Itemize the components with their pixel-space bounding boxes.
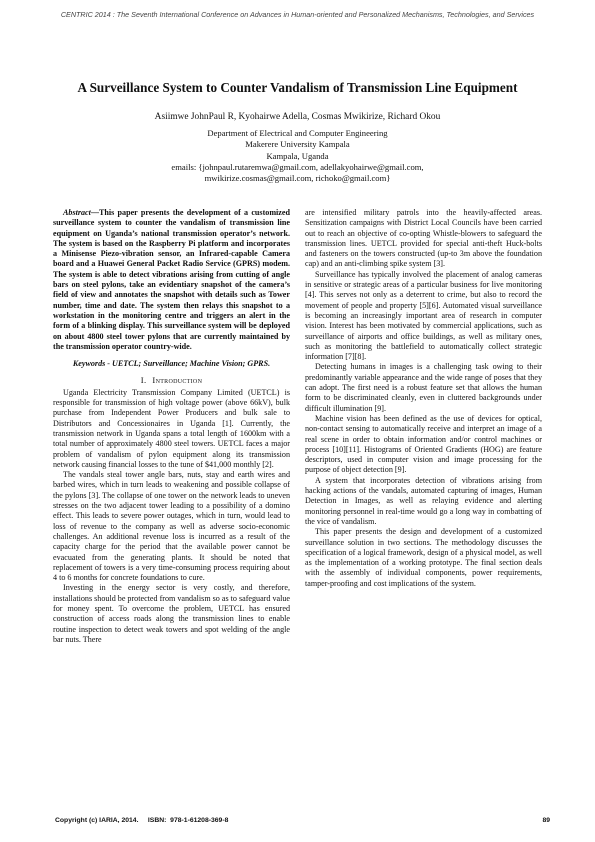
author-list: Asiimwe JohnPaul R, Kyohairwe Adella, Cosmas Mwikirize, Richard Okou: [154, 112, 441, 122]
section-number: I.: [140, 375, 147, 386]
footer-page-number: 89: [542, 817, 550, 824]
affiliation-block: [30, 128, 565, 184]
intro-paragraph-7: A system that incorporates detection of vibrations arising from hacking actions of the vandals, automated capturing of images, Human Detection in Images, as well as relaying evidence and alerting monitoring personnel in real-time would go a long way in combatting of the vice of vandalism.: [305, 475, 542, 526]
abstract-label: Abstract: [63, 208, 91, 217]
abstract-body: —This paper presents the development of a customized surveillance system to counter the vandalism of transmission line equipment on Uganda’s national transmission operator’s network. The system is based on the Raspberry Pi platform and incorporates a Minisense Piezo-vibration sensor, an Infrared-capable Camera board and a Huawei General Packet Radio Service (GPRS) modem. The system is able to detect vibrations arising from cutting of angle bars on steel pylons, take an evidentiary snapshot of the camera’s field of view and annotates the snapshot with details such as Tower number, time and date. The system then relays this snapshot to a workstation in the monitoring centre and triggers an alert in the form of a blinking display. This surveillance system will be deployed on about 4800 steel tower pylons that are currently maintained by the transmission operator country-wide.: [53, 208, 290, 351]
intro-paragraph-1: Uganda Electricity Transmission Company Limited (UETCL) is responsible for transmission of high voltage power (above 66kV), bulk purchase from Independent Power Producers and bulk sale to Distributors and Concessionaires in Uganda [1]. Currently, the transmission network in Uganda spans a total length of 1600km with a total number of approximately 4800 steel towers. UETCL faces a major problem of vandalism of pylon equipment along its transmission network causing financial losses to the tune of $41,000 monthly [2].: [53, 387, 290, 469]
keywords: Keywords - UETCL; Surveillance; Machine Vision; GPRS.: [72, 359, 271, 369]
section-title: Introduction: [152, 375, 203, 386]
affiliation-emails-line-2: mwikirize.cosmas@gmail.com, richoko@gmail.com}: [204, 173, 391, 184]
intro-paragraph-2: The vandals steal tower angle bars, nuts, stay and earth wires and barbed wires, which in turn leads to weakening and possible collapse of the pylons [3]. The collapse of one tower on the network leads to uneven stresses on the two adjacent tower leading to a possibility of a domino effect. This leads to severe power outages, which in turn, would lead to loss of revenue to the company as well as adverse socio-economic challenges. An additional revenue loss is incurred as a result of the capacity charge for the period that the available power cannot be evacuated from the generating plants. It should be noted that replacement of towers is a very time-consuming process requiring about 4 to 6 months for concrete foundations to cure.: [53, 470, 290, 583]
section-heading-introduction: [53, 375, 290, 385]
right-column: [305, 208, 542, 589]
footer-copyright: Copyright (c) IARIA, 2014. ISBN: 978-1-61208-369-8: [55, 817, 229, 824]
affiliation-emails-line-1: emails: {johnpaul.rutaremwa@gmail.com, adellakyohairwe@gmail.com,: [171, 161, 424, 172]
running-header: CENTRIC 2014 : The Seventh International Conference on Advances in Human-oriented and Personalized Mechanisms, Technologies, and Services: [60, 10, 535, 19]
intro-paragraph-3: Investing in the energy sector is very costly, and therefore, installations should be protected from vandalism so as to safeguard value for money spent. To overcome the problem, UETCL has ensured construction of access roads along the transmission lines to enable routine inspection to detect weak towers and spot welding of the angle bar nuts. There: [53, 583, 290, 644]
intro-paragraph-3-continued: are intensified military patrols into the heavily-affected areas. Sensitization campaigns with District Local Councils have been carried out to reach an objective of co-opting Whistle-blowers to safeguard the transmission lines. UETCL provided for special anti-theft Huck-bolts and fasteners on the towers constructed (up-to 3m above the foundation cap) and an anti-climbing spike system [3].: [305, 208, 542, 269]
paper-title: A Surveillance System to Counter Vandalism of Transmission Line Equipment: [77, 80, 518, 95]
intro-paragraph-5: Detecting humans in images is a challenging task owing to their predominantly variable appearance and the wide range of poses that they can adopt. The first need is a robust feature set that allows the human form to be discriminated cleanly, even in cluttered backgrounds under difficult illumination [9].: [305, 362, 542, 413]
affiliation-university: Makerere University Kampala: [245, 139, 350, 150]
abstract: [53, 208, 290, 352]
intro-paragraph-6: Machine vision has been defined as the use of devices for optical, non-contact sensing to automatically receive and interpret an image of a real scene in order to obtain information and/or control machines or process [10][11]. Histograms of Oriented Gradients (HOG) are feature descriptors, used in computer vision and image processing for the purpose of object detection [9].: [305, 413, 542, 475]
affiliation-city: Kampala, Uganda: [266, 150, 329, 161]
affiliation-department: Department of Electrical and Computer Engineering: [207, 128, 388, 138]
left-column: [53, 208, 290, 645]
intro-paragraph-4: Surveillance has typically involved the placement of analog cameras in sensitive or strategic areas of a particular business for live monitoring [4]. This serves not only as a deterrent to crime, but also to record the movement of people and property [5][6]. Automated visual surveillance is becoming an increasingly important area of research in computer vision. Interest has been motivated by commercial applications, such as surveillance of airports and office buildings, as well as military ones, such as monitoring the battlefield to automatically collect strategic information [7][8].: [305, 269, 542, 362]
intro-paragraph-8: This paper presents the design and development of a customized surveillance solution in two sections. The methodology discusses the specification of a logical framework, design of a physical model, as well as the implementation of a working prototype. The final section deals with the assembly of individual components, power requirements, tamper-proofing and cost implications of the system.: [305, 527, 542, 588]
